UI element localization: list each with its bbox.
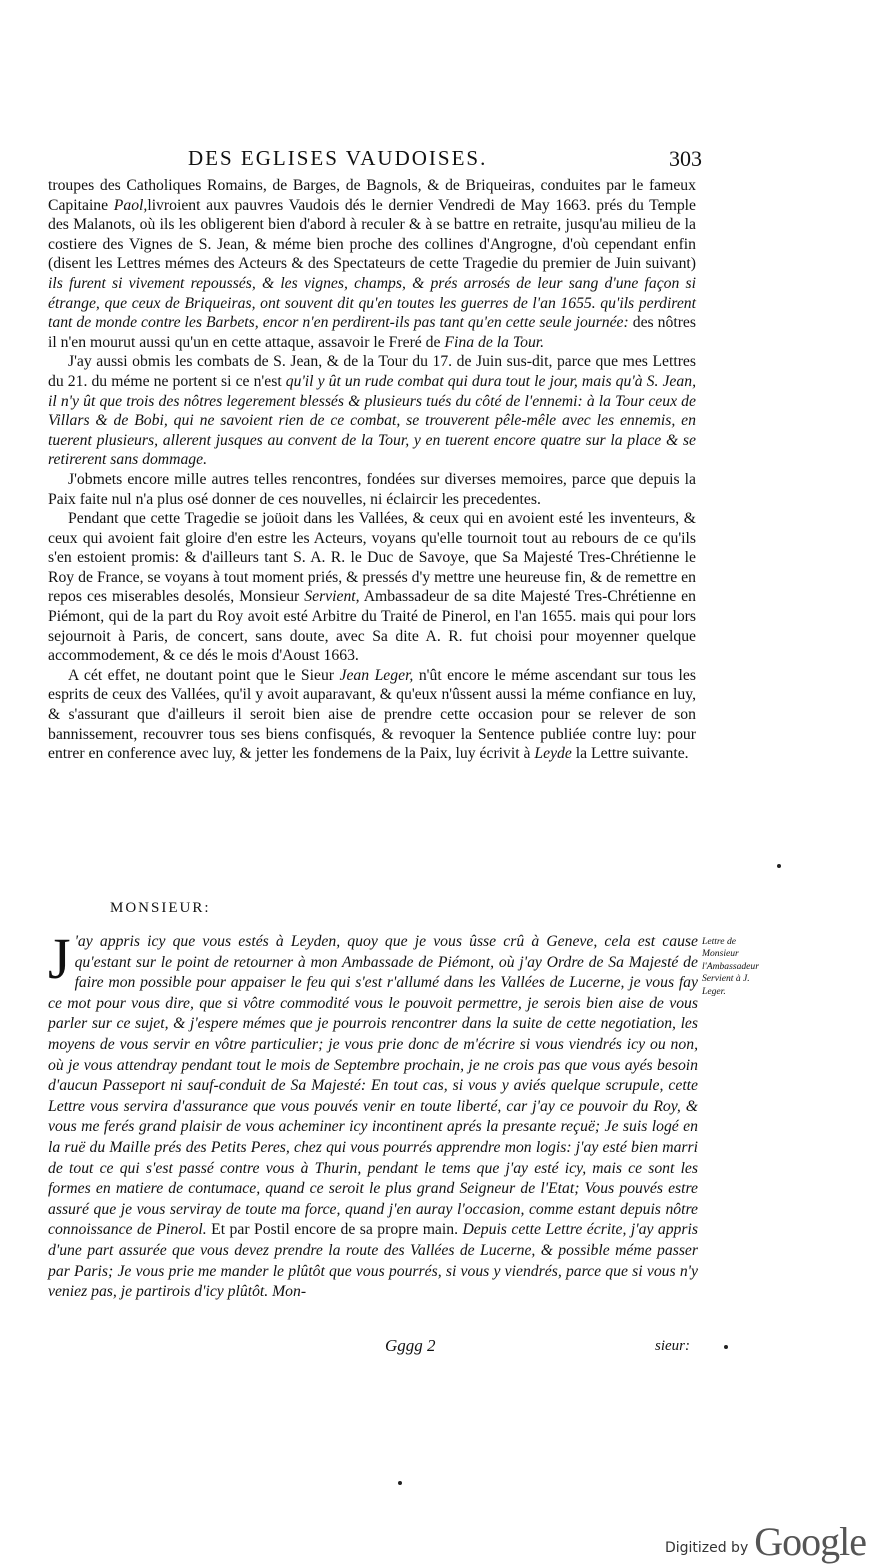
page-number: 303 xyxy=(669,146,702,171)
text-run: ils furent si vivement repoussés, & les vignes, champs, & prés arrosés de leur sang d'une façon si étrange, que ceux de Briqueiras, ont souvent dit qu'en toutes les guerres de l'an 1655. qu'ils perdirent tant de monde contre les Barbets, encor n'en perdirent-ils pas tant qu'en cette seule journée: xyxy=(48,274,696,332)
catchword: sieur: xyxy=(655,1338,690,1354)
signature-mark: Gggg 2 xyxy=(385,1336,436,1355)
text-run: Fina de la Tour. xyxy=(444,333,545,351)
text-run: Pendant que cette Tragedie se joüoit dans les Vallées, & ceux qui en avoient esté les inventeurs, & ceux qui avoient fait gloire d'en estre les Acteurs, voyans qu'elle tournoit tout au rebours de ce qu'ils s'en estoient promis: & d'ailleurs tant S. A. R. le Duc de Savoye, que Sa Majesté Tres-Chrétienne le Roy de France, se voyans à tout moment priés, & pressés d'y mettre une heureuse fin, & de remettre en repos ces miserables desolés, Monsieur xyxy=(48,510,696,606)
running-head xyxy=(48,146,702,176)
paragraph xyxy=(48,176,696,352)
ink-dot xyxy=(398,1481,402,1485)
text-run: Et par Postil encore de sa propre main. xyxy=(211,1221,458,1239)
text-run: des nôtres il n'en mourut aussi qu'un en cette attaque, assavoir le Freré de xyxy=(48,314,697,351)
ink-dot xyxy=(724,1345,728,1349)
body-text xyxy=(48,176,696,764)
letter-body xyxy=(48,926,698,1303)
letter-salutation: MONSIEUR: xyxy=(110,900,211,916)
letter-text xyxy=(48,926,698,1303)
text-run: Jean Leger, xyxy=(339,666,414,684)
text-run: n'ût encore le méme ascendant sur tous les esprits de ceux des Vallées, qu'il y avoit auparavant, & qu'eux n'ûssent aussi la méme confiance en luy, & s'assurant que d'ailleurs il seroit bien aise de prendre cette occasion pour se relever de son bannissement, recouvrer tous ses biens confisqués, & revoquer la Sentence publiée contre luy: pour entrer en conference avec luy, & jetter les fondemens de la Paix, luy écrivit à xyxy=(48,666,696,763)
text-run: Ambassadeur de sa dite Majesté Tres-Chrétienne en Piémont, qui de la part du Roy avoit esté Arbitre du Traité de Pinerol, en l'an 1655. mais qui pour lors sejournoit à Paris, de concert, sans doute, avec Sa dite A. R. fut choisi pour moyenner quelque accommodement, & ce dés le mois d'Aoust 1663. xyxy=(48,588,696,665)
text-run: J'ay aussi obmis les combats de S. Jean, & de la Tour du 17. de Juin sus-dit, parce que mes Lettres du 21. du méme ne portent si ce n'est xyxy=(48,353,696,390)
text-run: Servient, xyxy=(304,588,360,606)
text-run: troupes des Catholiques Romains, de Barges, de Bagnols, & de Briqueiras, conduites par le fameux Capitaine xyxy=(48,177,696,214)
paragraph xyxy=(48,509,696,666)
digitized-label: Digitized by xyxy=(664,1540,749,1556)
margin-note: Lettre de Monsieur l'Ambassadeur Servient à J. Leger. xyxy=(702,936,759,997)
text-run: qu'il y ût un rude combat qui dura tout le jour, mais qu'à S. Jean, il n'y ût que trois des nôtres legerement blessés & plusieurs tués du côté de l'ennemi: à la Tour ceux de Villars & de Bobi, qui ne savoient rien de ce combat, se trouverent pêle-mêle avec les ennemis, en tuerent plusieurs, allerent jusques au convent de la Tour, y en tuerent encore quatre sur la place & se retirerent sans dommage. xyxy=(48,372,696,469)
text-run: livroient aux pauvres Vaudois dés le dernier Vendredi de May 1663. prés du Temple des Malanots, où ils les obligerent bien d'abord à reculer & à se battre en retraite, jusqu'au milieu de la costiere des Vignes de S. Jean, & méme bien proche des collines d'Angrogne, d'où cependant enfin (disent les Lettres mémes des Acteurs & des Spectateurs de cette Tragedie du premier de Juin suivant) xyxy=(48,196,696,273)
text-run: J'obmets encore mille autres telles rencontres, fondées sur diverses memoires, parce que depuis la Paix faite nul n'a plus osé donner de ces nouvelles, ni éclaircir les precedentes. xyxy=(48,470,696,508)
google-logo: Google xyxy=(754,1519,866,1564)
text-run: A cét effet, ne doutant point que le Sieur xyxy=(68,666,340,684)
digitized-watermark xyxy=(665,1518,866,1562)
text-run: la Lettre suivante. xyxy=(571,745,689,763)
text-run: Depuis cette Lettre écrite, j'ay appris d'une part assurée que vous devez prendre la route des Vallées de Lucerne, & possible méme passer par Paris; Je vous prie me mander le plûtôt que vous pourrés, si vous y viendrés, parce que si vous n'y veniez pas, je partirois d'icy plûtôt. Mon- xyxy=(48,1221,698,1301)
paragraph xyxy=(48,352,696,470)
drop-cap: J xyxy=(48,926,71,991)
ink-dot xyxy=(777,864,781,868)
text-run: 'ay appris icy que vous estés à Leyden, quoy que je vous ûsse crû à Geneve, cela est cause qu'estant sur le point de retourner à mon Ambassade de Piémont, où j'ay Ordre de Sa Majesté de faire mon possible pour appaiser le feu qui s'est r'allumé dans les Vallées de Lucerne, je vous fay ce mot pour vous dire, que si vôtre commodité vous le pouvoit permettre, je serois bien aise de vous parler sur ce sujet, & j'espere mémes que je pourrois rencontrer dans la suite de cette negotiation, les moyens de vous servir en vôtre particulier; je vous prie donc de m'écrire si vous viendrés icy ou non, où je vous attendray pendant tout le mois de Septembre prochain, je ne crois pas que vous ayés besoin d'aucun Passeport ni sauf-conduit de Sa Majesté: En tout cas, si vous y aviés quelque scrupule, cette Lettre vous servira d'assurance que vous pouvés venir en toute liberté, car j'ay ce pouvoir du Roy, & vous me ferés grand plaisir de vous acheminer icy incontinent aprés la presante reçuë; Je suis logé en la ruë du Maille prés des Petits Peres, chez qui vous pourrés apprendre mon logis: j'ay esté bien marri de tout ce qui s'est passé contre vous à Thurin, pendant le tems que j'ay esté icy, mais ce sont les formes en matiere de contumace, quand ce seroit le plus grand Seigneur de l'Etat; Vous pouvés estre assuré que je vous serviray de toute ma force, quand j'en auray l'occasion, comme estant depuis nôtre connoissance de Pinerol. xyxy=(48,933,698,1239)
text-run: Paol, xyxy=(113,196,148,214)
paragraph xyxy=(48,666,696,764)
running-title: DES EGLISES VAUDOISES. xyxy=(188,146,488,170)
paragraph xyxy=(48,470,696,509)
text-run: Leyde xyxy=(534,745,572,763)
